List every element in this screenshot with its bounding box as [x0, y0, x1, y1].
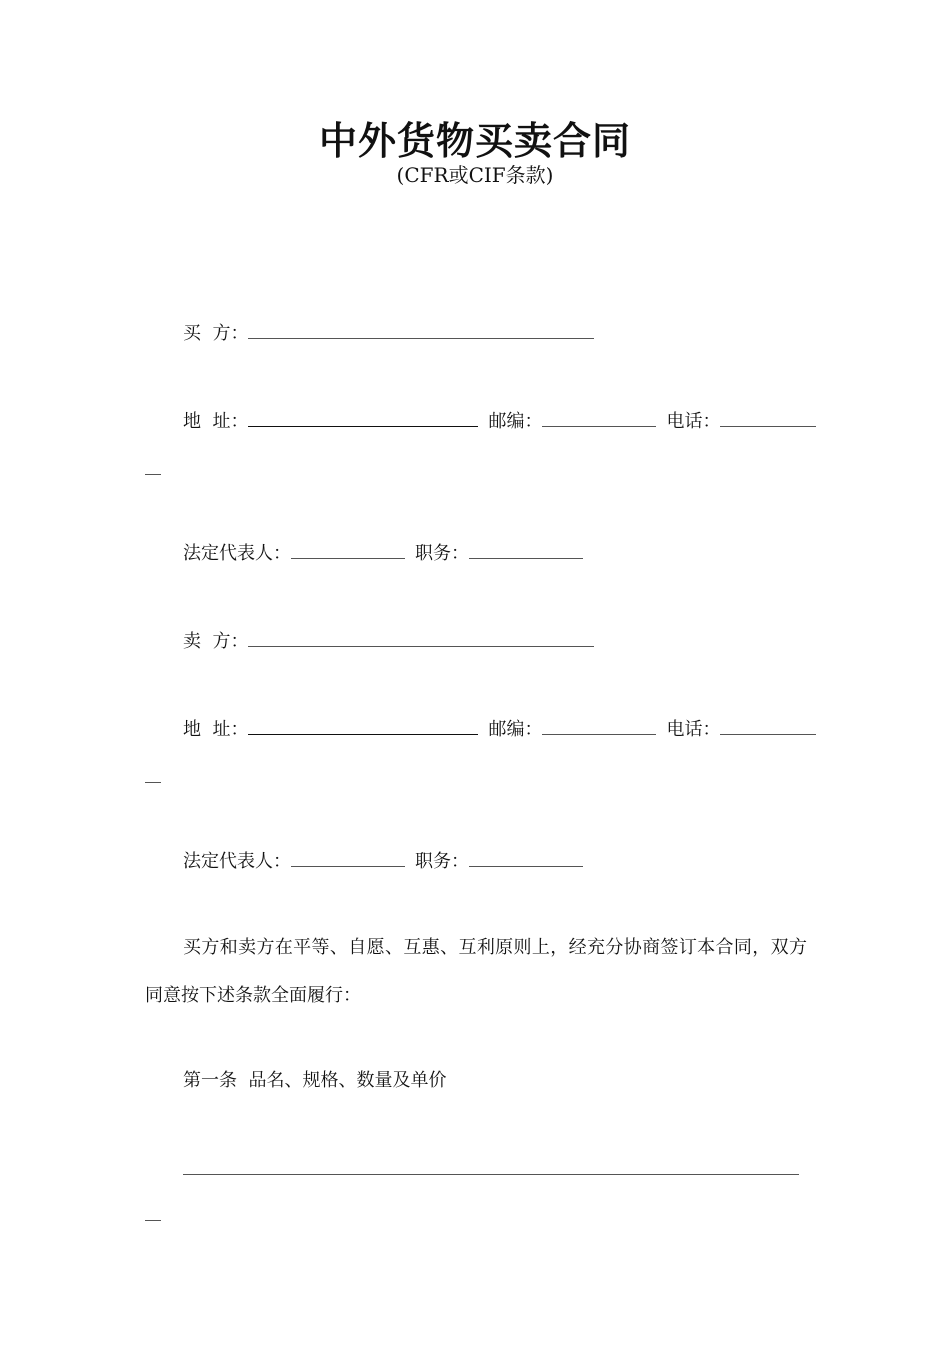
buyer-position-blank[interactable]: [469, 538, 583, 559]
intro-paragraph: 买方和卖方在平等、自愿、互惠、互利原则上，经充分协商签订本合同，双方同意按下述条款全面履行：: [145, 937, 807, 1006]
buyer-row: [183, 318, 805, 348]
seller-rep-label: 法定代表人：: [183, 851, 291, 872]
seller-phone-label: 电话：: [666, 719, 721, 740]
buyer-address-blank[interactable]: [248, 406, 478, 427]
article1-heading-text: 第一条 品名、规格、数量及单价: [183, 1070, 447, 1091]
seller-position-blank[interactable]: [469, 846, 583, 867]
seller-position-label: 职务：: [415, 851, 469, 872]
buyer-address-label: 地 址：: [183, 411, 249, 432]
seller-blank[interactable]: [248, 626, 594, 647]
article1-fill-line[interactable]: [183, 1174, 799, 1175]
buyer-label: 买 方：: [183, 323, 249, 344]
buyer-blank[interactable]: [248, 318, 594, 339]
seller-phone-blank-continuation: [145, 782, 161, 783]
seller-postcode-label: 邮编：: [488, 719, 543, 740]
buyer-phone-label: 电话：: [666, 411, 721, 432]
buyer-address-row: [183, 406, 805, 436]
buyer-rep-row: [183, 538, 805, 568]
buyer-rep-label: 法定代表人：: [183, 543, 291, 564]
seller-address-blank[interactable]: [248, 714, 478, 735]
seller-label: 卖 方：: [183, 631, 249, 652]
document-title: 中外货物买卖合同: [318, 119, 631, 163]
buyer-phone-blank-continuation: [145, 474, 161, 475]
document-subtitle: (CFR或CIF条款): [396, 163, 554, 187]
seller-postcode-blank[interactable]: [542, 714, 656, 735]
seller-row: [183, 626, 805, 656]
seller-rep-row: [183, 846, 805, 876]
article1-heading: [183, 1066, 805, 1096]
buyer-rep-blank[interactable]: [291, 538, 405, 559]
buyer-postcode-label: 邮编：: [488, 411, 543, 432]
buyer-postcode-blank[interactable]: [542, 406, 656, 427]
seller-rep-blank[interactable]: [291, 846, 405, 867]
buyer-phone-blank[interactable]: [720, 406, 816, 427]
buyer-position-label: 职务：: [415, 543, 469, 564]
seller-phone-blank[interactable]: [720, 714, 816, 735]
seller-address-label: 地 址：: [183, 719, 249, 740]
article1-fill-line-continuation: [145, 1220, 161, 1221]
seller-address-row: [183, 714, 805, 744]
